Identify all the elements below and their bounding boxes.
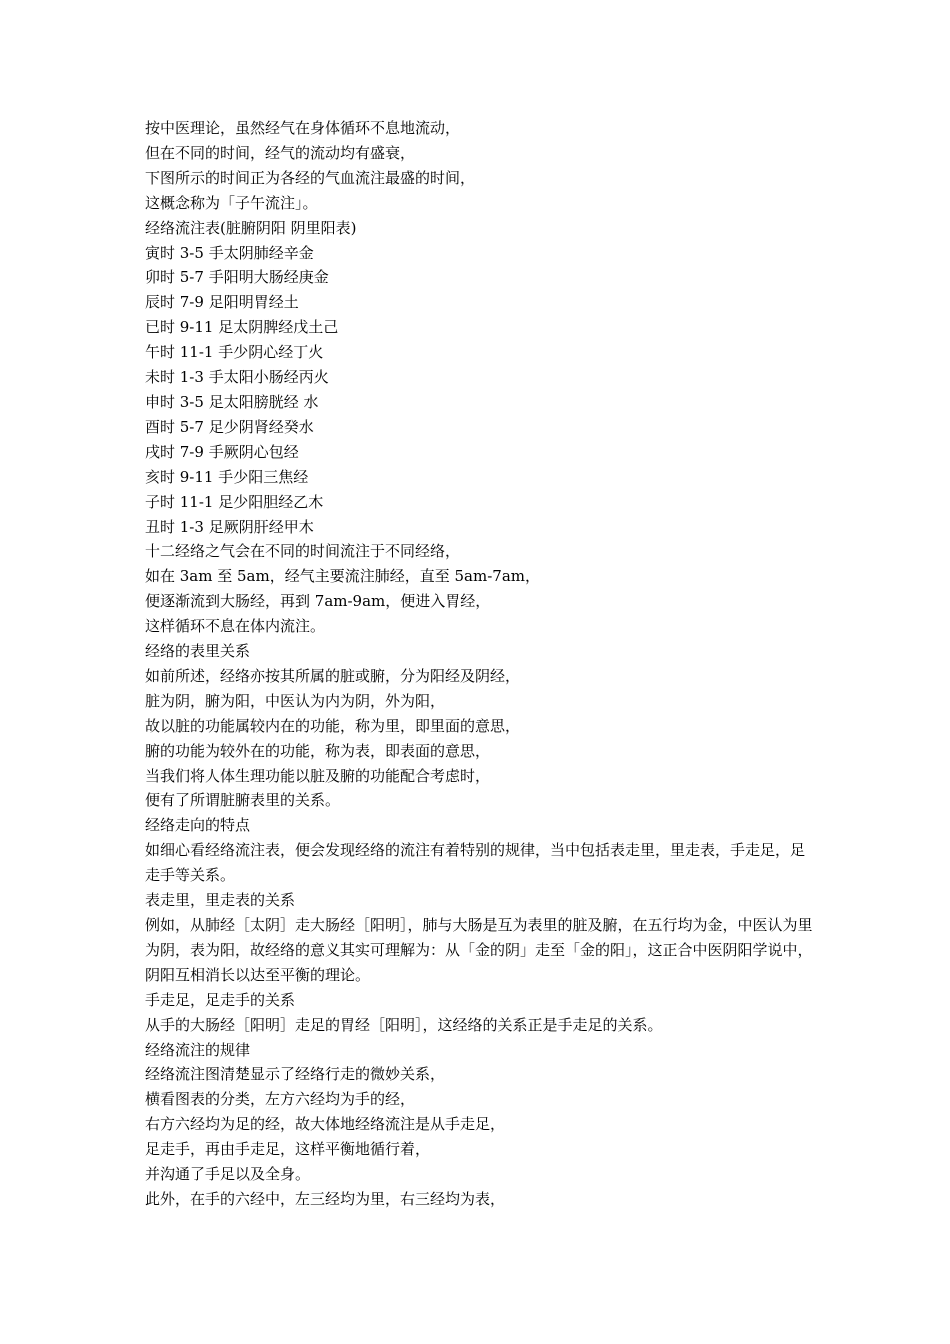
table-row: 子时 11-1 足少阳胆经乙木 [145, 492, 324, 511]
paragraph: 如细心看经络流注表，便会发现经络的流注有着特别的规律，当中包括表走里，里走表，手走足，足走手等关系。 [145, 841, 806, 885]
table-row: 午时 11-1 手少阴心经丁火 [145, 343, 324, 362]
text-line: 此外，在手的六经中，左三经均为里，右三经均为表， [145, 1189, 506, 1208]
text-line: 足走手，再由手走足，这样平衡地循行着， [145, 1140, 431, 1159]
section-heading: 表走里，里走表的关系 [145, 891, 296, 910]
table-row: 辰时 7-9 足阳明胃经土 [145, 293, 299, 312]
text-line: 这样循环不息在体内流注。 [145, 617, 326, 636]
text-line: 经络流注图清楚显示了经络行走的微妙关系， [145, 1065, 446, 1084]
section-heading: 经络流注的规律 [145, 1040, 251, 1059]
table-row: 酉时 5-7 足少阴肾经癸水 [145, 417, 314, 436]
text-line: 便有了所谓脏腑表里的关系。 [145, 791, 341, 810]
table-row: 亥时 9-11 手少阳三焦经 [145, 467, 309, 486]
table-row: 已时 9-11 足太阴脾经戊土己 [145, 318, 339, 337]
table-row: 寅时 3-5 手太阴肺经辛金 [145, 243, 314, 262]
table-row: 申时 3-5 足太阳膀胱经 水 [145, 392, 319, 411]
text-line: 但在不同的时间，经气的流动均有盛衰， [145, 143, 416, 162]
paragraph: 从手的大肠经［阳明］走足的胃经［阳明］，这经络的关系正是手走足的关系。 [145, 1015, 663, 1034]
document-body [145, 116, 815, 1212]
table-row: 未时 1-3 手太阳小肠经丙火 [145, 368, 329, 387]
table-row: 戌时 7-9 手厥阴心包经 [145, 442, 299, 461]
text-line: 这概念称为「子午流注」。 [145, 193, 318, 212]
text-line: 如在 3am 至 5am，经气主要流注肺经，直至 5am-7am， [145, 567, 540, 586]
text-line: 故以脏的功能属较内在的功能，称为里，即里面的意思， [145, 716, 521, 735]
text-line: 右方六经均为足的经，故大体地经络流注是从手走足， [145, 1115, 506, 1134]
text-line: 便逐渐流到大肠经，再到 7am-9am，便进入胃经， [145, 592, 491, 611]
text-line: 并沟通了手足以及全身。 [145, 1165, 311, 1184]
text-line: 横看图表的分类，左方六经均为手的经， [145, 1090, 416, 1109]
text-line: 当我们将人体生理功能以脏及腑的功能配合考虑时， [145, 766, 491, 785]
section-heading: 手走足，足走手的关系 [145, 990, 296, 1009]
text-line: 下图所示的时间正为各经的气血流注最盛的时间， [145, 168, 476, 187]
text-line: 腑的功能为较外在的功能，称为表，即表面的意思， [145, 741, 491, 760]
text-line: 如前所述，经络亦按其所属的脏或腑，分为阳经及阴经， [145, 666, 521, 685]
paragraph: 例如，从肺经［太阴］走大肠经［阳明］，肺与大肠是互为表里的脏及腑，在五行均为金，中医认为里为阴，表为阳，故经络的意义其实可理解为：从「金的阴」走至「金的阳」，这正合中医阴阳学说中，阴阳互相消长以达至平衡的理论。 [145, 916, 813, 984]
text-line: 十二经络之气会在不同的时间流注于不同经络， [145, 542, 461, 561]
table-row: 卯时 5-7 手阳明大肠经庚金 [145, 268, 329, 287]
section-heading: 经络走向的特点 [145, 816, 251, 835]
text-line: 按中医理论，虽然经气在身体循环不息地流动， [145, 119, 461, 137]
table-row: 丑时 1-3 足厥阴肝经甲木 [145, 517, 314, 536]
table-title: 经络流注表(脏腑阴阳 阴里阳表) [145, 218, 357, 237]
text-line: 脏为阴，腑为阳，中医认为内为阴，外为阳， [145, 691, 446, 710]
section-heading: 经络的表里关系 [145, 642, 251, 661]
